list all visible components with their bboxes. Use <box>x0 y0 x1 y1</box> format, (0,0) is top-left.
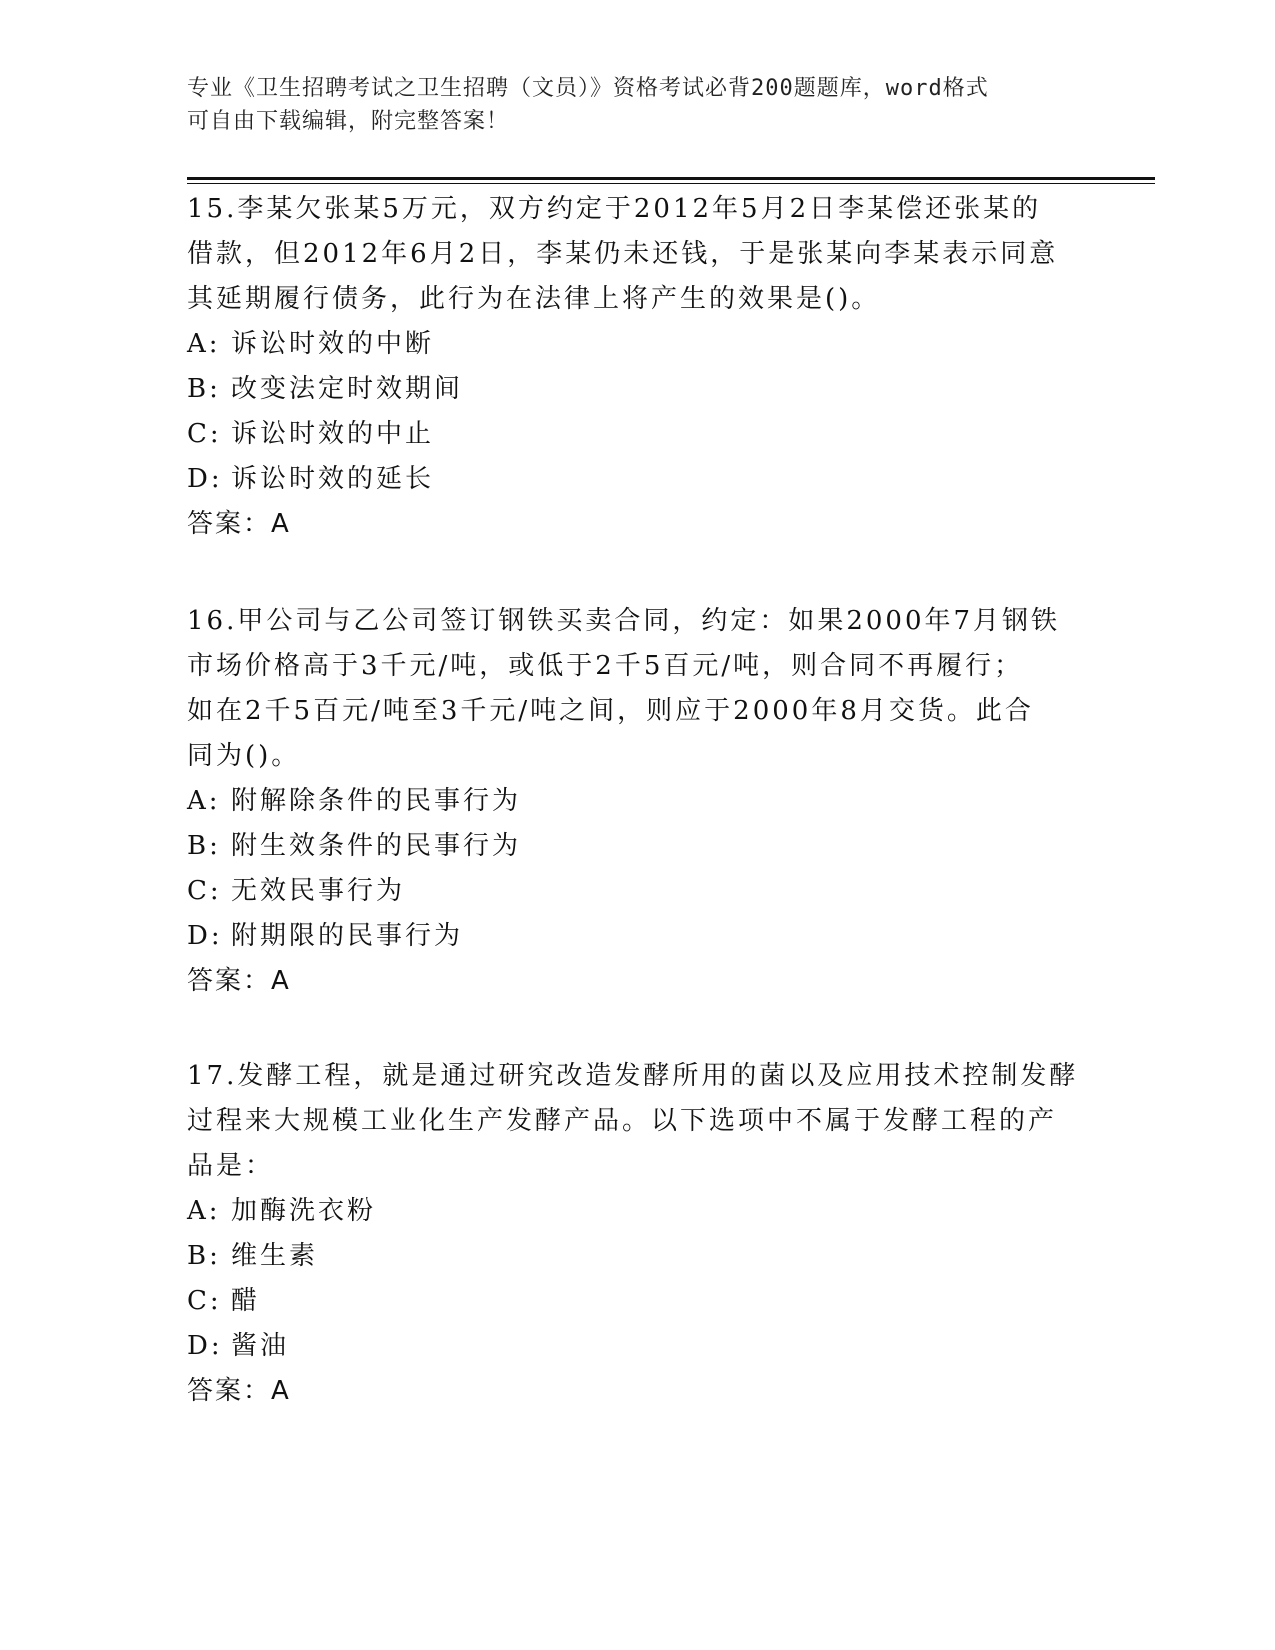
question-stem-line: 借款，但2012年6月2日，李某仍未还钱，于是张某向李某表示同意 <box>187 239 1059 269</box>
option-text: 酱油 <box>231 1331 290 1361</box>
header-divider-thick <box>187 177 1155 180</box>
question-stem-line: 其延期履行债务，此行为在法律上将产生的效果是()。 <box>187 284 881 314</box>
option-c <box>187 1279 1087 1324</box>
option-letter: D: <box>187 464 223 494</box>
option-text: 附生效条件的民事行为 <box>231 831 522 861</box>
option-letter: D: <box>187 1331 223 1361</box>
option-letter: B: <box>187 374 221 404</box>
option-text: 诉讼时效的中断 <box>231 329 435 359</box>
option-letter: C: <box>187 419 222 449</box>
option-a <box>187 1189 1087 1234</box>
option-text: 改变法定时效期间 <box>231 374 464 404</box>
question-15 <box>187 187 1087 547</box>
option-letter: A: <box>187 329 221 359</box>
option-b <box>187 367 1087 412</box>
question-16 <box>187 599 1087 1004</box>
option-letter: B: <box>187 1241 221 1271</box>
option-text: 加酶洗衣粉 <box>231 1196 377 1226</box>
option-letter: B: <box>187 831 221 861</box>
option-text: 诉讼时效的延长 <box>231 464 435 494</box>
answer-line: 答案：A <box>187 966 291 996</box>
question-stem-line: 市场价格高于3千元/吨，或低于2千5百元/吨，则合同不再履行； <box>187 651 1024 681</box>
header-line-1: 专业《卫生招聘考试之卫生招聘（文员）》资格考试必背200题题库，word格式 <box>187 76 989 101</box>
option-b <box>187 824 1087 869</box>
header-divider-thin <box>187 183 1155 184</box>
option-letter: C: <box>187 1286 222 1316</box>
option-letter: A: <box>187 786 221 816</box>
question-stem-line: 16.甲公司与乙公司签订钢铁买卖合同，约定：如果2000年7月钢铁 <box>187 606 1061 636</box>
question-stem-line: 15.李某欠张某5万元，双方约定于2012年5月2日李某偿还张某的 <box>187 194 1042 224</box>
option-c <box>187 412 1087 457</box>
option-letter: A: <box>187 1196 221 1226</box>
option-d <box>187 914 1087 959</box>
option-a <box>187 322 1087 367</box>
option-text: 附期限的民事行为 <box>231 921 464 951</box>
option-text: 醋 <box>231 1286 261 1316</box>
question-stem-line: 过程来大规模工业化生产发酵产品。以下选项中不属于发酵工程的产 <box>187 1106 1058 1136</box>
question-stem-line: 17.发酵工程，就是通过研究改造发酵所用的菌以及应用技术控制发酵 <box>187 1061 1079 1091</box>
option-letter: C: <box>187 876 222 906</box>
option-text: 无效民事行为 <box>231 876 406 906</box>
option-b <box>187 1234 1087 1279</box>
option-d <box>187 1324 1087 1369</box>
option-text: 附解除条件的民事行为 <box>231 786 522 816</box>
question-stem-line: 如在2千5百元/吨至3千元/吨之间，则应于2000年8月交货。此合 <box>187 696 1034 726</box>
option-d <box>187 457 1087 502</box>
document-header <box>187 72 1067 138</box>
answer-line: 答案：A <box>187 509 291 539</box>
option-a <box>187 779 1087 824</box>
question-17 <box>187 1054 1087 1414</box>
option-text: 诉讼时效的中止 <box>231 419 435 449</box>
question-stem-line: 同为()。 <box>187 741 301 771</box>
question-stem-line: 品是： <box>187 1151 275 1181</box>
answer-line: 答案：A <box>187 1376 291 1406</box>
header-line-2: 可自由下载编辑，附完整答案！ <box>187 109 510 134</box>
option-c <box>187 869 1087 914</box>
option-letter: D: <box>187 921 223 951</box>
option-text: 维生素 <box>231 1241 319 1271</box>
